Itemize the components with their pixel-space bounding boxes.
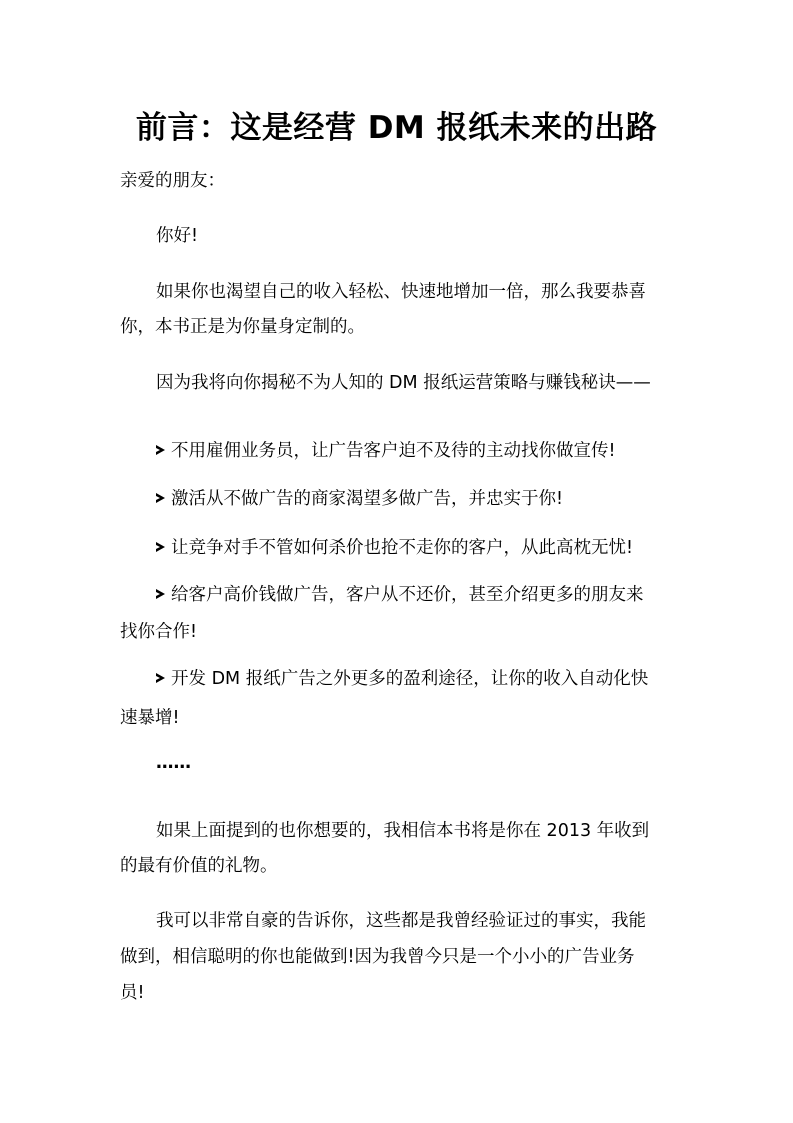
arrow-bullet-icon (156, 493, 165, 503)
paragraph-2-line-2: 的最有价值的礼物。 (120, 856, 278, 876)
bullet-item-3-text: 让竞争对手不管如何杀价也抢不走你的客户，从此高枕无忧! (171, 538, 634, 558)
paragraph-3-line-1: 我可以非常自豪的告诉你，这些都是我曾经验证过的事实，我能 (156, 911, 646, 931)
bullet-item-4 (156, 582, 644, 608)
bullet-item-5 (156, 666, 648, 692)
paragraph-2-line-1: 如果上面提到的也你想要的，我相信本书将是你在 2013 年收到 (156, 821, 650, 841)
intro-line: 因为我将向你揭秘不为人知的 DM 报纸运营策略与赚钱秘诀—— (156, 373, 651, 393)
paragraph-1-line-2: 你，本书正是为你量身定制的。 (120, 317, 365, 337)
bullet-item-5-text-line-2: 速暴增! (120, 708, 180, 728)
bullet-item-4-text-line-1: 给客户高价钱做广告，客户从不还价，甚至介绍更多的朋友来 (171, 585, 644, 605)
bullet-item-3 (156, 535, 633, 561)
arrow-bullet-icon (156, 673, 165, 683)
arrow-bullet-icon (156, 589, 165, 599)
page-title: 前言：这是经营 DM 报纸未来的出路 (135, 110, 658, 146)
paragraph-3-line-3: 员! (120, 983, 145, 1003)
arrow-bullet-icon (156, 445, 165, 455)
bullet-item-2 (156, 486, 563, 512)
arrow-bullet-icon (156, 542, 165, 552)
ellipsis: …… (156, 753, 191, 773)
bullet-item-1-text: 不用雇佣业务员，让广告客户迫不及待的主动找你做宣传! (171, 441, 616, 461)
bullet-item-2-text: 激活从不做广告的商家渴望多做广告，并忠实于你! (171, 489, 564, 509)
greeting: 亲爱的朋友： (120, 171, 225, 191)
paragraph-3-line-2: 做到，相信聪明的你也能做到!因为我曾今只是一个小小的广告业务 (120, 947, 635, 967)
hello-line: 你好! (156, 226, 199, 246)
bullet-item-5-text-line-1: 开发 DM 报纸广告之外更多的盈利途径，让你的收入自动化快 (171, 669, 649, 689)
paragraph-1-line-1: 如果你也渴望自己的收入轻松、快速地增加一倍，那么我要恭喜 (156, 282, 646, 302)
bullet-item-1 (156, 438, 616, 464)
bullet-item-4-text-line-2: 找你合作! (120, 622, 198, 642)
